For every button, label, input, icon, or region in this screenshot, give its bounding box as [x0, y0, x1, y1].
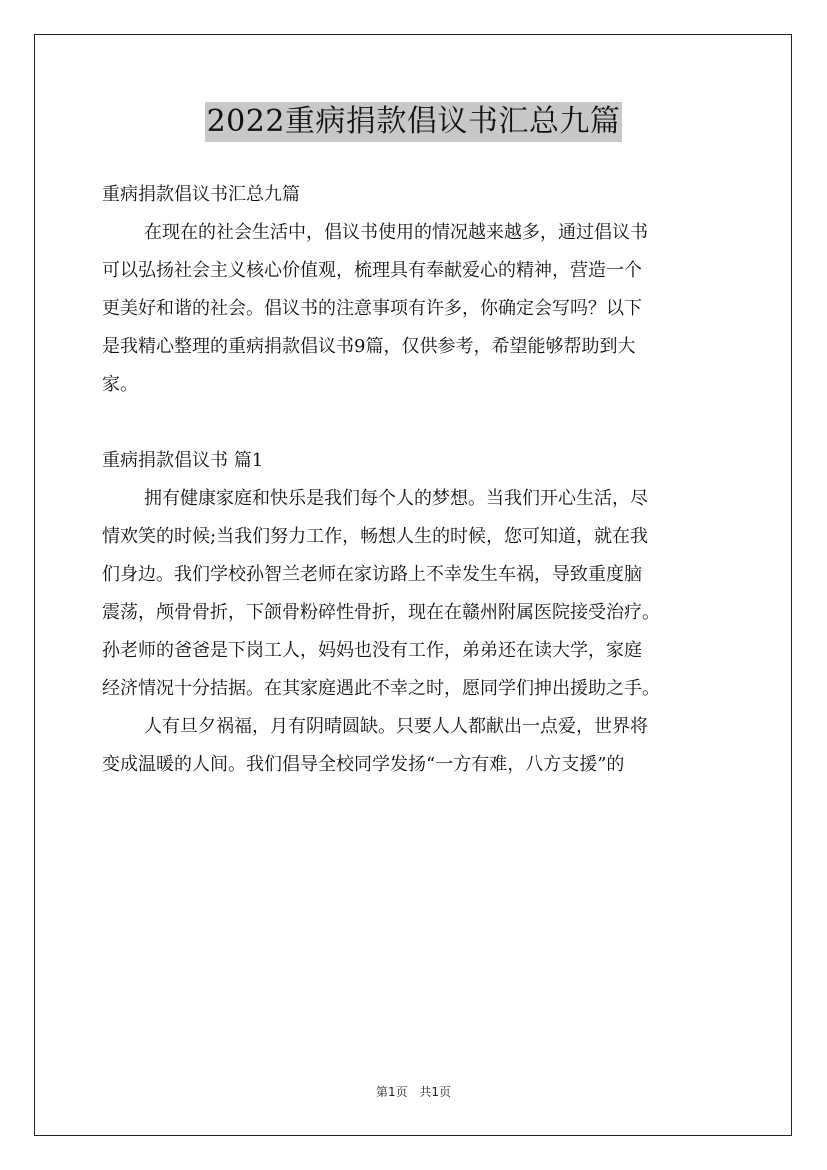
paragraph-line: 变成温暖的人间。我们倡导全校同学发扬“一方有难，八方支援”的	[102, 754, 625, 775]
paragraph-line: 拥有健康家庭和快乐是我们每个人的梦想。当我们开心生活，尽	[144, 488, 648, 509]
paragraph-line: 们身边。我们学校孙智兰老师在家访路上不幸发生车祸，导致重度脑	[102, 564, 642, 585]
intro-line: 在现在的社会生活中，倡议书使用的情况越来越多，通过倡议书	[144, 222, 648, 243]
paragraph-spacer	[102, 404, 726, 442]
paragraph-line: 人有旦夕祸福，月有阴晴圆缺。只要人人都献出一点爱，世界将	[144, 716, 648, 737]
paragraph-line: 情欢笑的时候;当我们努力工作，畅想人生的时候，您可知道，就在我	[102, 526, 649, 547]
intro-line: 是我精心整理的重病捐款倡议书9篇，仅供参考，希望能够帮助到大	[102, 336, 636, 357]
page-total: 共1页	[419, 1085, 452, 1099]
paragraph-line: 震荡，颅骨骨折，下颌骨粉碎性骨折，现在在赣州附属医院接受治疗。	[102, 602, 660, 623]
document-body	[102, 176, 726, 784]
paragraph-line: 孙老师的爸爸是下岗工人，妈妈也没有工作，弟弟还在读大学，家庭	[102, 640, 642, 661]
page-footer	[0, 1083, 827, 1100]
document-title: 2022重病捐款倡议书汇总九篇	[205, 102, 623, 142]
section-heading: 重病捐款倡议书 篇1	[102, 450, 264, 471]
intro-line: 可以弘扬社会主义核心价值观，梳理具有奉献爱心的精神，营造一个	[102, 260, 642, 281]
page-number: 第1页	[375, 1085, 408, 1099]
intro-line: 更美好和谐的社会。倡议书的注意事项有许多，你确定会写吗？以下	[102, 298, 642, 319]
subtitle: 重病捐款倡议书汇总九篇	[102, 184, 300, 205]
intro-line: 家。	[102, 374, 138, 395]
paragraph-line: 经济情况十分拮据。在其家庭遇此不幸之时，愿同学们抻出援助之手。	[102, 678, 660, 699]
title-container	[0, 102, 827, 142]
